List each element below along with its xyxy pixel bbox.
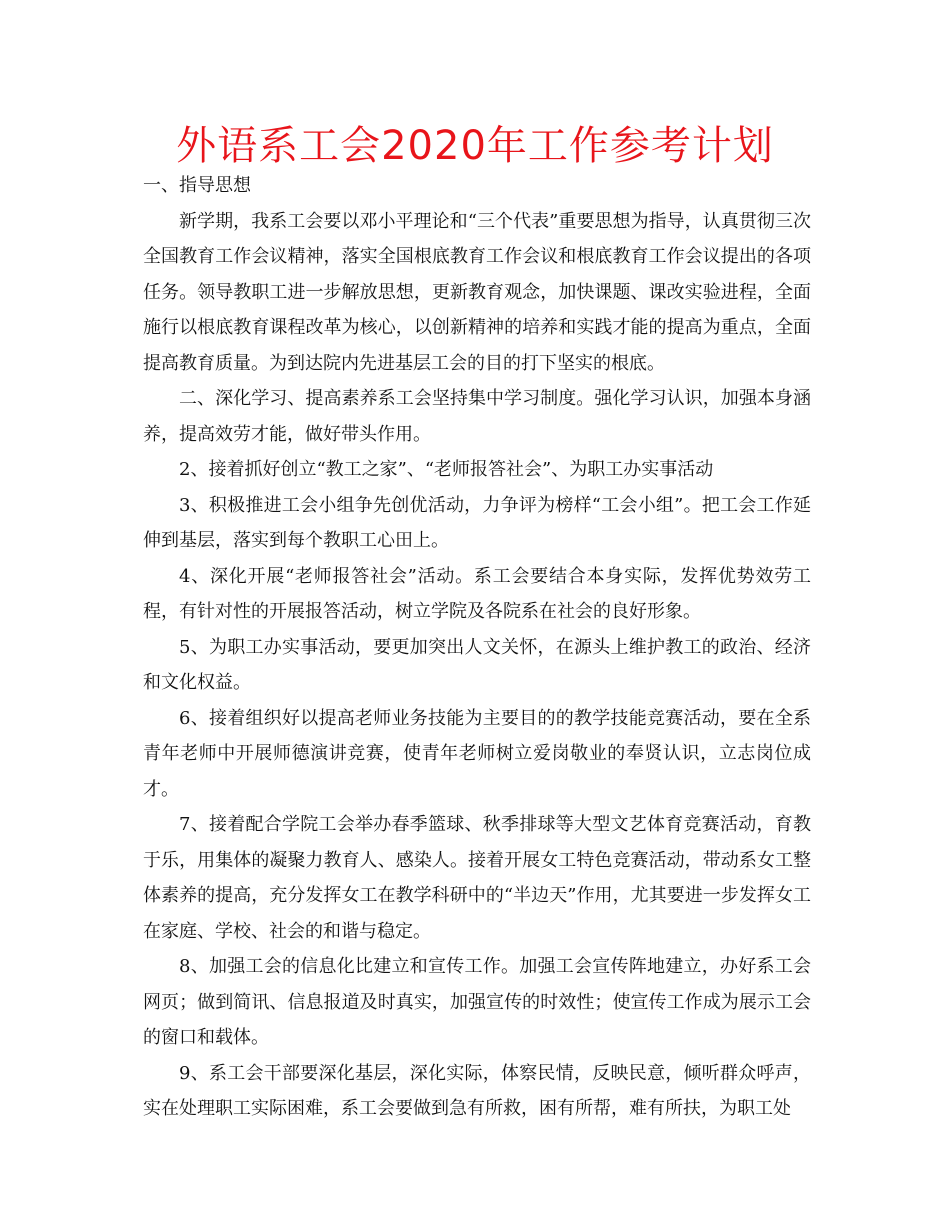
paragraph: 2、接着抓好创立“教工之家”、“老师报答社会”、为职工办实事活动 — [179, 459, 714, 480]
paragraph: 6、接着组织好以提高老师业务技能为主要目的的教学技能竞赛活动，要在全系青年老师中开展师德演讲竞赛，使青年老师树立爱岗敬业的奉贤认识，立志岗位成才。 — [143, 707, 811, 800]
paragraph: 3、积极推进工会小组争先创优活动，力争评为榜样“工会小组”。把工会工作延伸到基层，落实到每个教职工心田上。 — [143, 494, 811, 551]
paragraph: 新学期，我系工会要以邓小平理论和“三个代表”重要思想为指导，认真贯彻三次全国教育工作会议精神，落实全国根底教育工作会议和根底教育工作会议提出的各项任务。领导教职工进一步解放思想，更新教育观念，加快课题、课改实验进程，全面施行以根底教育课程改革为核心，以创新精神的培养和实践才能的提高为重点，全面提高教育质量。为到达院内先进基层工会的目的打下坚实的根底。 — [143, 210, 811, 374]
document-body — [143, 168, 811, 1127]
paragraph: 4、深化开展“老师报答社会”活动。系工会要结合本身实际，发挥优势效劳工程，有针对性的开展报答活动，树立学院及各院系在社会的良好形象。 — [143, 565, 811, 622]
paragraph: 9、系工会干部要深化基层，深化实际，体察民情，反映民意，倾听群众呼声，实在处理职工实际困难，系工会要做到急有所救，困有所帮，难有所扶，为职工处 — [143, 1062, 811, 1119]
paragraph: 二、深化学习、提高素养系工会坚持集中学习制度。强化学习认识，加强本身涵养，提高效劳才能，做好带头作用。 — [143, 388, 811, 445]
section-heading: 一、指导思想 — [143, 175, 251, 196]
paragraph: 5、为职工办实事活动，要更加突出人文关怀，在源头上维护教工的政治、经济和文化权益。 — [143, 636, 811, 693]
paragraph: 8、加强工会的信息化比建立和宣传工作。加强工会宣传阵地建立，办好系工会网页；做到简讯、信息报道及时真实，加强宣传的时效性；使宣传工作成为展示工会的窗口和载体。 — [143, 956, 811, 1048]
document-title: 外语系工会2020年工作参考计划 — [176, 123, 774, 169]
paragraph: 7、接着配合学院工会举办春季篮球、秋季排球等大型文艺体育竞赛活动，育教于乐，用集体的凝聚力教育人、感染人。接着开展女工特色竞赛活动，带动系女工整体素养的提高，充分发挥女工在教学科研中的“半边天”作用，尤其要进一步发挥女工在家庭、学校、社会的和谐与稳定。 — [143, 814, 811, 942]
